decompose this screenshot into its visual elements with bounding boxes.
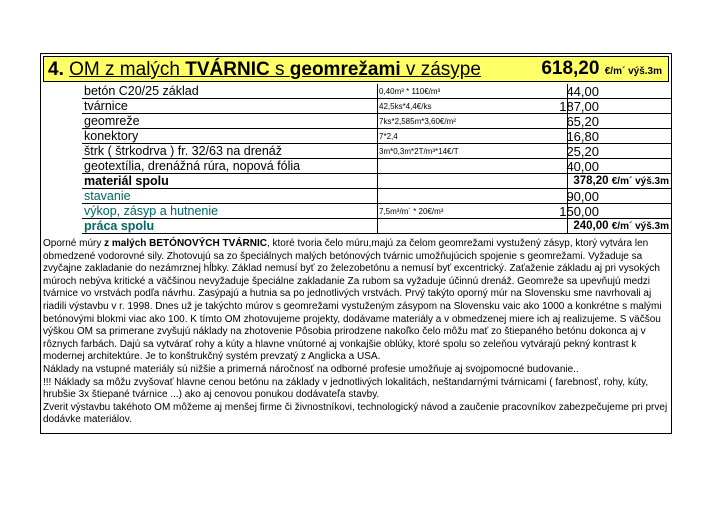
table-row: výkop, zásyp a hutnenie 7,5m³/m´ * 20€/m³ 150,00	[82, 204, 671, 219]
title-bold-2: geomrežami	[289, 59, 401, 80]
description-paragraph: Náklady na vstupné materiály sú nižšie a primerná náročnosť na odborné profesie umožňuje aj svojpomocné budovanie..	[43, 363, 579, 375]
work-total-row: práca spolu 240,00 €/m´ výš.3m	[84, 219, 669, 233]
table-row: tvárnice 42,5ks*4,4€/ks 187,00	[82, 99, 671, 114]
description-paragraph: !!! Náklady sa môžu zvyšovať hlavne cenou betónu na základy v jednotlivých lokalitách, neštandarnými tvárnicami ( farebnosť, rohy, kúty, hrubšie 3x štiepané tvárnice ...) ako aj cenovou ponukou dodávateľa stavby.	[43, 376, 649, 401]
table-row: konektory 7*2,4 16,80	[82, 129, 671, 144]
title-bold-1: TVÁRNIC	[185, 59, 270, 80]
table-row: stavanie 90,00	[82, 189, 671, 204]
total-price-unit: €/m´ výš.3m	[604, 66, 662, 77]
title-text-3: v zásype	[400, 59, 481, 80]
table-row: geomreže 7ks*2,585m*3,60€/m² 65,20	[82, 114, 671, 129]
page-title	[48, 59, 481, 81]
cost-table	[82, 84, 671, 234]
description-paragraph: Oporné múry z malých BETÓNOVÝCH TVÁRNIC, ktoré tvoria čelo múru,majú za čelom geomrežami vystužený zásyp, ktorý vytvára len obmedzené vodorovné sily. Zhotovujú sa zo špeciálnych malých betónových tvárnic umožňujúcich spojenie s geomrežami. Vyžaduje sa zvyčajne zakladanie do nezámrznej hĺbky. Základ nemusí byť zo železobetónu a nemusí byť excentrický. Zaťaženie základu aj pri vysokých múroch nebýva kritické a väčšinou nevyžaduje špeciálne zakladanie Za rubom sa vyžaduje účinnú drenáž. Geomreže sa upevňujú medzi tvárnice vo vrstvách podľa návrhu. Zasýpajú a hutnia sa po jednotlivých vrstvách. Prvý takýto oporný múr na Slovensku sme navrhovali aj riadili výstavbu v r. 1998. Dnes už je takýchto múrov s geomrežami vystuženým zásypom na Slovensku vaic ako 1000 a konkrétne s malými betónovými blokmi viac ako 100. K tímto OM zhotovujeme projekty, dodávame materiály a v obmedzenej miere ich aj realizujeme. S väčšou výškou OM sa primerane zvyšujú náklady na zhotovenie Pôsobia prirodzene nakoľko čelo môžu mať zo štiepaného betónu dokonca aj v rôznych farbách. Dajú sa vytvárať rohy a kúty a hlavne vnútorné aj vonkajšie oblúky, ktoré spolu so zeleňou vytvárajú pekný kontrast k modernej architektúre. Je to konštrukčný systém prevzatý z Anglicka a USA.	[43, 238, 662, 363]
description-text	[43, 238, 669, 427]
total-price-value: 618,20	[541, 58, 600, 79]
total-price	[541, 58, 662, 80]
title-text-1: OM z malých	[69, 59, 186, 80]
price-sheet	[40, 53, 672, 434]
description-paragraph: Zverit výstavbu takéhoto OM môžeme aj menšej firme či živnostníkovi, technologický návod a zaučenie pracovníkov zabezpečujeme pri prvej dodávke materiálov.	[43, 401, 668, 426]
materials-total-row: materiál spolu 378,20 €/m´ výš.3m	[84, 174, 669, 188]
table-row: geotextília, drenážná rúra, nopová fólia 40,00	[82, 159, 671, 174]
table-row: betón C20/25 základ 0,40m³ * 110€/m³ 44,00	[82, 84, 671, 99]
table-row: štrk ( štrkodrva ) fr. 32/63 na drenáž 3m*0,3m*2T/m³*14€/T 25,20	[82, 144, 671, 159]
title-text-2: s	[269, 59, 290, 80]
section-number: 4.	[48, 59, 64, 80]
title-bar	[43, 56, 669, 82]
